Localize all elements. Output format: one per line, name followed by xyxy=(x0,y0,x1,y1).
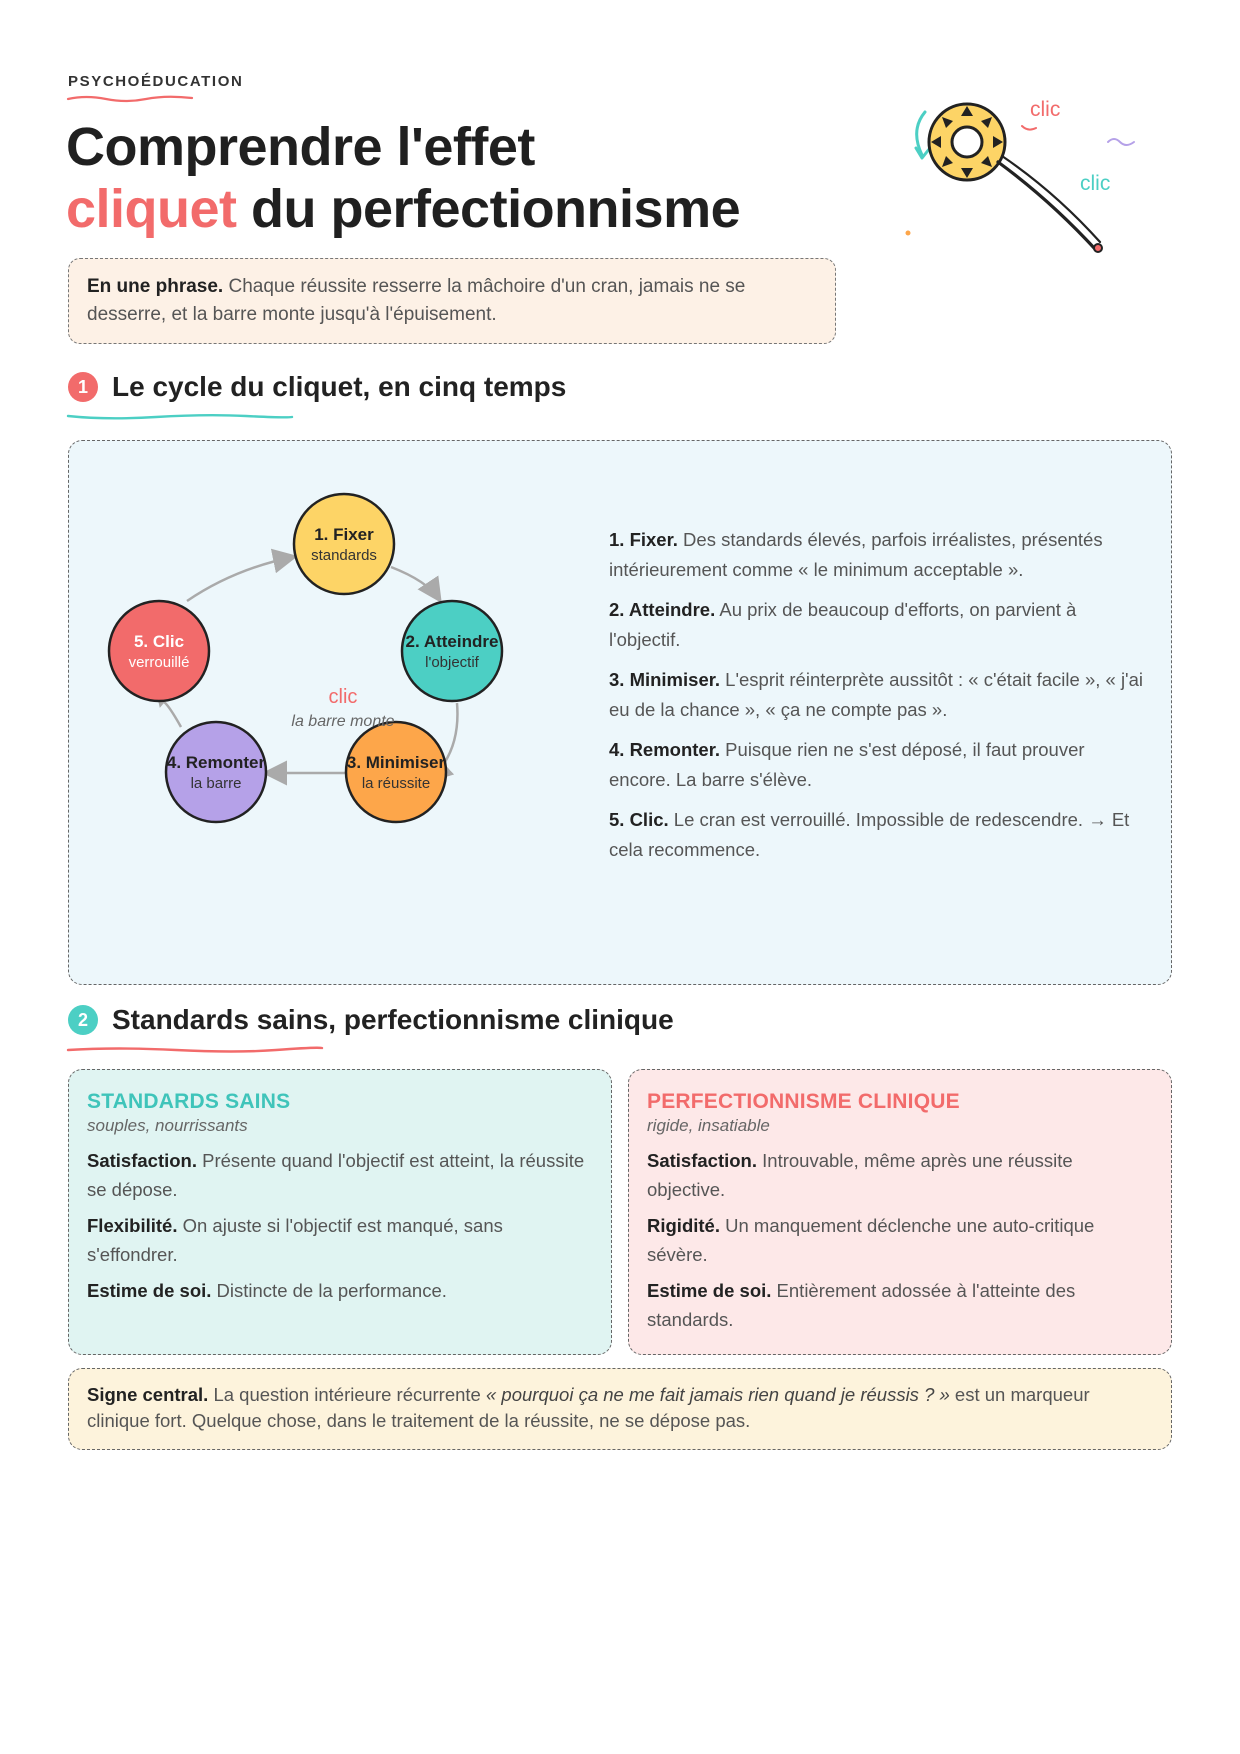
section1-title: Le cycle du cliquet, en cinq temps xyxy=(112,371,567,402)
title-line1: Comprendre l'effet xyxy=(66,117,535,177)
cycle-node-sub: la barre xyxy=(190,775,242,792)
cycle-arrow xyxy=(391,567,439,599)
cycle-node-circle xyxy=(402,601,502,701)
clic-label-1: clic xyxy=(1030,100,1061,121)
section1-number: 1 xyxy=(68,372,98,402)
card-subtitle: rigide, insatiable xyxy=(647,1116,770,1135)
cycle-node-circle xyxy=(166,722,266,822)
cycle-node xyxy=(402,601,502,701)
card-heading: STANDARDS SAINS xyxy=(87,1090,291,1113)
section2-underline xyxy=(66,1045,326,1055)
cycle-node xyxy=(166,722,266,822)
title-accent: cliquet xyxy=(66,179,237,239)
cycle-arrow xyxy=(187,557,293,601)
cycle-node-title: 1. Fixer xyxy=(314,525,374,544)
card-item: Estime de soi. Entièrement adossée à l'atteinte des standards. xyxy=(647,1280,1076,1330)
card-heading: PERFECTIONNISME CLINIQUE xyxy=(647,1090,960,1113)
cycle-node-sub: la réussite xyxy=(361,775,431,792)
ratchet-illustration xyxy=(900,100,1180,300)
step-item: 4. Remonter. Puisque rien ne s'est déposé, il faut prouver encore. La barre s'élève. xyxy=(609,739,1085,790)
central-quote: « pourquoi ça ne me fait jamais rien quand je réussis ? » xyxy=(486,1384,950,1405)
cycle-panel xyxy=(68,440,1172,985)
gear-icon xyxy=(929,104,1005,180)
cycle-node xyxy=(346,722,446,822)
cycle-node-sub: l'objectif xyxy=(425,654,479,671)
summary-label: En une phrase. xyxy=(87,276,224,297)
card-item: Rigidité. Un manquement déclenche une auto-critique sévère. xyxy=(647,1215,1095,1265)
card-item: Satisfaction. Introuvable, même après une réussite objective. xyxy=(647,1150,1073,1200)
step-item: 3. Minimiser. L'esprit réinterprète aussitôt : « c'était facile », « j'ai eu de la chance », « ça ne compte pas ». xyxy=(609,669,1143,720)
summary-box xyxy=(68,258,836,344)
section1-header xyxy=(68,371,566,403)
cycle-diagram xyxy=(69,441,609,986)
step-item: 2. Atteindre. Au prix de beaucoup d'efforts, on parvient à l'objectif. xyxy=(609,599,1077,650)
cycle-node xyxy=(294,494,394,594)
cycle-node-title: 3. Minimiser xyxy=(346,753,446,772)
card-item: Satisfaction. Présente quand l'objectif est atteint, la réussite se dépose. xyxy=(87,1150,585,1200)
card-item: Estime de soi. Distincte de la performance. xyxy=(87,1280,447,1301)
cycle-node xyxy=(109,601,209,701)
section2-number: 2 xyxy=(68,1005,98,1035)
section2-title: Standards sains, perfectionnisme clinique xyxy=(112,1004,674,1035)
card-subtitle: souples, nourrissants xyxy=(87,1116,248,1135)
cycle-center-label: clic xyxy=(328,686,358,708)
section2-header xyxy=(68,1004,674,1036)
cycle-node-circle xyxy=(294,494,394,594)
cycle-arrow xyxy=(161,701,181,727)
card-healthy-standards xyxy=(68,1069,612,1355)
page-title xyxy=(66,116,740,240)
section1-underline xyxy=(66,412,296,422)
summary-text: Chaque réussite resserre la mâchoire d'un cran, jamais ne se desserre, et la barre monte jusqu'à l'épuisement. xyxy=(87,276,746,325)
cycle-node-title: 2. Atteindre xyxy=(405,632,499,651)
cycle-node-title: 5. Clic xyxy=(133,632,185,651)
central-label: Signe central. xyxy=(87,1384,209,1405)
central-sign-box: Signe central. La question intérieure récurrente « pourquoi ça ne me fait jamais rien quand je réussis ? » est un marqueur clinique fort. Quelque chose, dans le traitement de la réussite, ne se dépose pas. xyxy=(68,1368,1172,1450)
kicker: PSYCHOÉDUCATION xyxy=(68,73,244,90)
cycle-node-circle xyxy=(346,722,446,822)
cycle-node-sub: standards xyxy=(311,547,377,564)
cycle-node-circle xyxy=(109,601,209,701)
card-clinical-perfectionism xyxy=(628,1069,1172,1355)
card-item: Flexibilité. On ajuste si l'objectif est manqué, sans s'effondrer. xyxy=(87,1215,503,1265)
steps-list xyxy=(609,525,1149,875)
cycle-center-sub: la barre monte xyxy=(291,713,395,730)
step-item: 1. Fixer. Des standards élevés, parfois irréalistes, présentés intérieurement comme « le minimum acceptable ». xyxy=(609,529,1103,580)
step-item: 5. Clic. Le cran est verrouillé. Impossible de redescendre. → Et cela recommence. xyxy=(609,809,1130,860)
kicker-underline xyxy=(66,94,196,104)
title-line2: du perfectionnisme xyxy=(236,179,741,239)
cycle-node-title: 4. Remonter xyxy=(166,753,266,772)
cycle-node-sub: verrouillé xyxy=(128,654,190,671)
clic-label-2: clic xyxy=(1080,172,1111,195)
